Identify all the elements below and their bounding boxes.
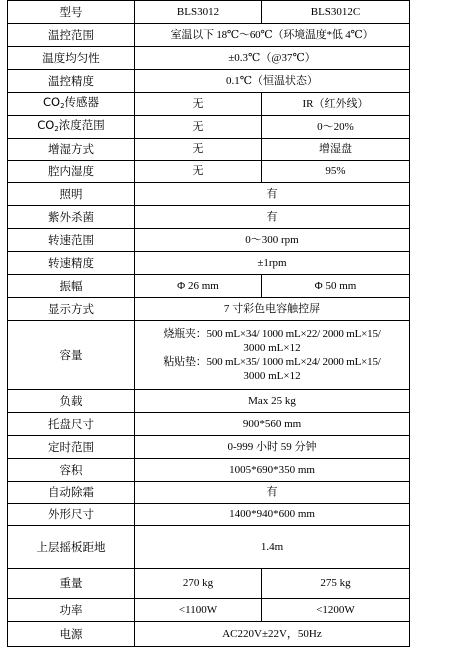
capacity-line: 烧瓶夹：500 mL×34/ 1000 mL×22/ 2000 mL×15/ xyxy=(163,328,381,340)
row-co2-sensor xyxy=(8,93,410,116)
row-value: 有 xyxy=(135,183,410,206)
header-model-a: BLS3012 xyxy=(135,1,262,24)
row-value: AC220V±22V，50Hz xyxy=(135,622,410,647)
row-label: 腔内湿度 xyxy=(8,161,135,183)
row-value-b: 275 kg xyxy=(262,569,410,599)
row-value-a: <1100W xyxy=(135,599,262,622)
header-model-b: BLS3012C xyxy=(262,1,410,24)
row-label: 托盘尺寸 xyxy=(8,413,135,436)
row-value: 1400*940*600 mm xyxy=(135,504,410,526)
row-value-a: 无 xyxy=(135,139,262,161)
row-label: 功率 xyxy=(8,599,135,622)
row-label: 负载 xyxy=(8,390,135,413)
capacity-line: 3000 mL×12 xyxy=(243,342,301,354)
row-power xyxy=(8,599,410,622)
row-value: ±1rpm xyxy=(135,252,410,275)
row-label: $CO_2$浓度范围 xyxy=(8,116,135,139)
row-humidify xyxy=(8,139,410,161)
row-temp-uniformity xyxy=(8,47,410,70)
row-timer xyxy=(8,436,410,459)
row-label: 容积 xyxy=(8,459,135,482)
row-dimensions xyxy=(8,504,410,526)
row-label: 温控精度 xyxy=(8,70,135,93)
row-label: 电源 xyxy=(8,622,135,647)
row-label: $CO_2$传感器 xyxy=(8,93,135,116)
row-value: 有 xyxy=(135,482,410,504)
row-value-a: 无 xyxy=(135,116,262,139)
capacity-line: 3000 mL×12 xyxy=(243,370,301,382)
row-speed-range xyxy=(8,229,410,252)
row-load xyxy=(8,390,410,413)
row-humidity xyxy=(8,161,410,183)
header-label: 型号 xyxy=(8,1,135,24)
row-value-b: IR（红外线） xyxy=(262,93,410,116)
row-value: 0.1℃（恒温状态） xyxy=(135,70,410,93)
row-value: Max 25 kg xyxy=(135,390,410,413)
row-label: 温度均匀性 xyxy=(8,47,135,70)
row-value-b: 增湿盘 xyxy=(262,139,410,161)
row-volume xyxy=(8,459,410,482)
row-value: 室温以下 18℃～60℃（环境温度*低 4℃） xyxy=(135,24,410,47)
row-value-a: 无 xyxy=(135,93,262,116)
row-label: 上层摇板距地 xyxy=(8,526,135,569)
row-value: 0～300 rpm xyxy=(135,229,410,252)
row-label: 紫外杀菌 xyxy=(8,206,135,229)
row-supply xyxy=(8,622,410,647)
row-value: 900*560 mm xyxy=(135,413,410,436)
row-value: 有 xyxy=(135,206,410,229)
row-label: 转速范围 xyxy=(8,229,135,252)
row-defrost xyxy=(8,482,410,504)
row-value: 7 寸彩色电容触控屏 xyxy=(135,298,410,321)
row-capacity xyxy=(8,321,410,390)
row-weight xyxy=(8,569,410,599)
row-value: 1005*690*350 mm xyxy=(135,459,410,482)
row-shelf-distance xyxy=(8,526,410,569)
row-label: 照明 xyxy=(8,183,135,206)
row-uv xyxy=(8,206,410,229)
row-co2-range xyxy=(8,116,410,139)
row-label: 温控范围 xyxy=(8,24,135,47)
row-label: 外形尺寸 xyxy=(8,504,135,526)
row-value xyxy=(135,321,410,390)
row-speed-precision xyxy=(8,252,410,275)
row-value-b: Φ 50 mm xyxy=(262,275,410,298)
capacity-line: 粘贴垫：500 mL×35/ 1000 mL×24/ 2000 mL×15/ xyxy=(163,356,381,368)
row-value: 0-999 小时 59 分钟 xyxy=(135,436,410,459)
row-value-b: <1200W xyxy=(262,599,410,622)
row-label: 转速精度 xyxy=(8,252,135,275)
row-label: 定时范围 xyxy=(8,436,135,459)
row-value: ±0.3℃（@37℃） xyxy=(135,47,410,70)
row-value-b: 95% xyxy=(262,161,410,183)
row-lighting xyxy=(8,183,410,206)
row-amplitude xyxy=(8,275,410,298)
row-label: 重量 xyxy=(8,569,135,599)
row-tray xyxy=(8,413,410,436)
row-value-b: 0～20% xyxy=(262,116,410,139)
row-label: 振幅 xyxy=(8,275,135,298)
table-header-row xyxy=(8,1,410,24)
row-label: 自动除霜 xyxy=(8,482,135,504)
row-label: 显示方式 xyxy=(8,298,135,321)
row-value: 1.4m xyxy=(135,526,410,569)
row-temp-precision xyxy=(8,70,410,93)
row-label: 容量 xyxy=(8,321,135,390)
row-display xyxy=(8,298,410,321)
spec-table xyxy=(7,0,410,647)
row-temp-range xyxy=(8,24,410,47)
row-value-a: 270 kg xyxy=(135,569,262,599)
row-value-a: Φ 26 mm xyxy=(135,275,262,298)
row-label: 增湿方式 xyxy=(8,139,135,161)
row-value-a: 无 xyxy=(135,161,262,183)
